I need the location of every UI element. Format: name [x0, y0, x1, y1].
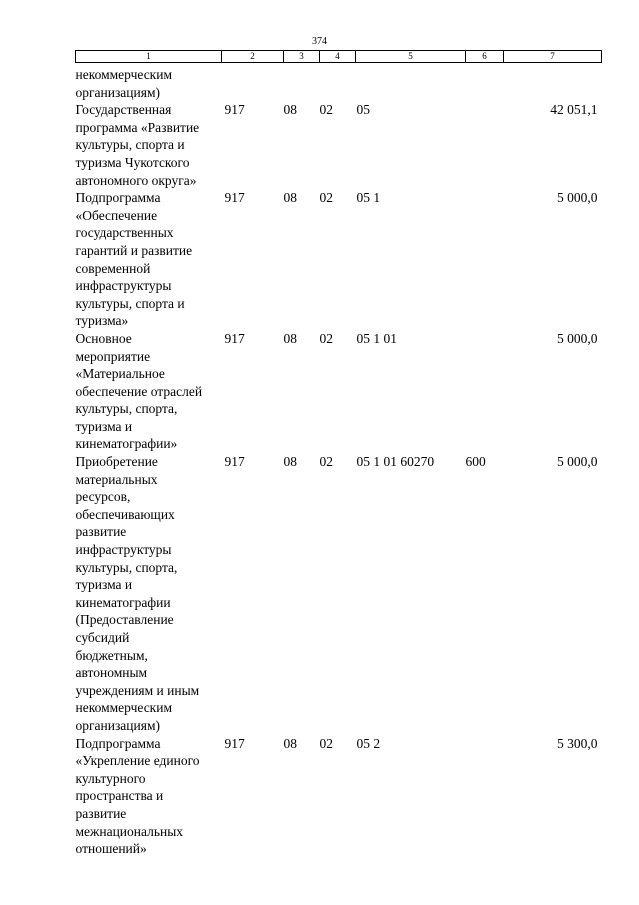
header-col-3: 3: [284, 51, 320, 63]
row-subsection-code: 02: [319, 330, 333, 346]
row-name-line: современной: [75, 260, 151, 276]
row-name: [76, 330, 222, 453]
row-subsection-code: 02: [319, 102, 333, 118]
row-name: [76, 63, 222, 102]
header-col-4: 4: [320, 51, 356, 63]
row-expense-type-code: [466, 101, 504, 189]
row-name-line: субсидий: [75, 630, 130, 645]
row-section-code: [284, 63, 320, 102]
row-admin-code: 917: [224, 735, 245, 751]
table-body: [76, 63, 602, 858]
row-admin-code: [222, 63, 284, 102]
table-row: [76, 453, 602, 735]
header-col-5: 5: [356, 51, 466, 63]
row-name-line: «Обеспечение: [75, 207, 158, 223]
row-name-line: государственных: [75, 225, 174, 241]
row-name-line: организациям): [75, 717, 161, 733]
row-admin-code: 917: [224, 102, 245, 118]
table-row: [76, 101, 602, 189]
row-name-line: некоммерческим: [75, 67, 173, 82]
row-expense-type-code: [466, 63, 504, 102]
row-name-line: программа «Развитие: [75, 119, 200, 135]
row-expense-type-code: 600: [465, 454, 486, 470]
row-amount: 5 000,0: [557, 190, 598, 206]
row-amount: 5 000,0: [557, 330, 598, 346]
row-name-line: кинематографии: [75, 594, 171, 610]
row-amount: 5 300,0: [557, 735, 598, 751]
row-amount: 5 000,0: [557, 454, 598, 470]
row-target-code: 05 1 01: [356, 330, 397, 346]
row-name-line: ресурсов,: [75, 489, 131, 505]
row-expense-type-code: [466, 189, 504, 330]
row-subsection-code: 02: [319, 190, 333, 206]
row-name-line: развитие: [75, 805, 127, 821]
table-row: [76, 189, 602, 330]
row-name-line: Государственная: [75, 102, 172, 118]
row-name-line: туризма»: [75, 313, 129, 329]
row-name-line: автономного округа»: [75, 172, 197, 188]
row-name-line: гарантий и развитие: [75, 242, 193, 258]
row-name-line: инфраструктуры: [75, 542, 172, 558]
row-admin-code: 917: [224, 454, 245, 470]
row-name-line: культурного: [75, 770, 146, 786]
page-number: 374: [312, 36, 327, 47]
row-name: [76, 453, 222, 735]
row-target-code: 05 1: [356, 190, 381, 206]
row-target-code: 05 2: [356, 735, 381, 751]
row-name-line: «Укрепление единого: [75, 753, 200, 769]
row-expense-type-code: [466, 735, 504, 858]
header-col-1: 1: [76, 51, 222, 63]
row-target-code: 05: [356, 102, 370, 118]
row-section-code: 08: [283, 454, 297, 470]
header-col-7: 7: [504, 51, 602, 63]
row-subsection-code: [320, 63, 356, 102]
row-name-line: (Предоставление: [75, 612, 174, 628]
row-name-line: материальных: [75, 471, 158, 487]
row-name-line: туризма Чукотского: [75, 154, 190, 170]
table-header: [76, 51, 602, 63]
row-section-code: 08: [283, 190, 297, 206]
row-name-line: обеспечение отраслей: [75, 383, 203, 399]
row-name-line: Подпрограмма: [75, 190, 161, 206]
row-subsection-code: 02: [319, 454, 333, 470]
row-name-line: учреждениям и иным: [75, 682, 200, 698]
header-col-2: 2: [222, 51, 284, 63]
row-name-line: межнациональных: [75, 823, 184, 839]
row-name: [76, 189, 222, 330]
row-name: [76, 735, 222, 858]
row-subsection-code: 02: [319, 735, 333, 751]
row-admin-code: 917: [224, 190, 245, 206]
row-name-line: автономным: [75, 665, 148, 681]
row-name-line: некоммерческим: [75, 700, 173, 716]
row-name: [76, 101, 222, 189]
row-section-code: 08: [283, 102, 297, 118]
row-admin-code: 917: [224, 330, 245, 346]
row-amount: [504, 63, 602, 102]
row-name-line: культуры, спорта,: [75, 559, 178, 575]
row-name-line: отношений»: [75, 841, 147, 857]
row-name-line: инфраструктуры: [75, 278, 172, 294]
row-name-line: Подпрограмма: [75, 735, 161, 751]
row-target-code: 05 1 01 60270: [356, 454, 435, 470]
row-name-line: Основное: [75, 330, 132, 346]
row-name-line: туризма и: [75, 577, 133, 593]
row-name-line: пространства и: [75, 788, 164, 804]
row-section-code: 08: [283, 735, 297, 751]
budget-table: [75, 50, 602, 858]
row-section-code: 08: [283, 330, 297, 346]
row-name-line: туризма и: [75, 418, 133, 434]
row-name-line: обеспечивающих: [75, 506, 175, 522]
row-name-line: кинематографии»: [75, 436, 178, 452]
header-col-6: 6: [466, 51, 504, 63]
row-name-line: бюджетным,: [75, 647, 148, 663]
row-amount: 42 051,1: [550, 102, 598, 118]
table-row: [76, 330, 602, 453]
row-target-code: [356, 63, 466, 102]
row-name-line: культуры, спорта,: [75, 401, 178, 417]
row-name-line: организациям): [75, 84, 161, 100]
row-name-line: развитие: [75, 524, 127, 540]
row-expense-type-code: [466, 330, 504, 453]
row-name-line: культуры, спорта и: [75, 295, 185, 311]
row-name-line: культуры, спорта и: [75, 137, 185, 153]
table-row: [76, 63, 602, 102]
row-name-line: Приобретение: [75, 454, 158, 470]
table-row: [76, 735, 602, 858]
row-name-line: «Материальное: [75, 366, 165, 382]
row-name-line: мероприятие: [75, 348, 151, 364]
